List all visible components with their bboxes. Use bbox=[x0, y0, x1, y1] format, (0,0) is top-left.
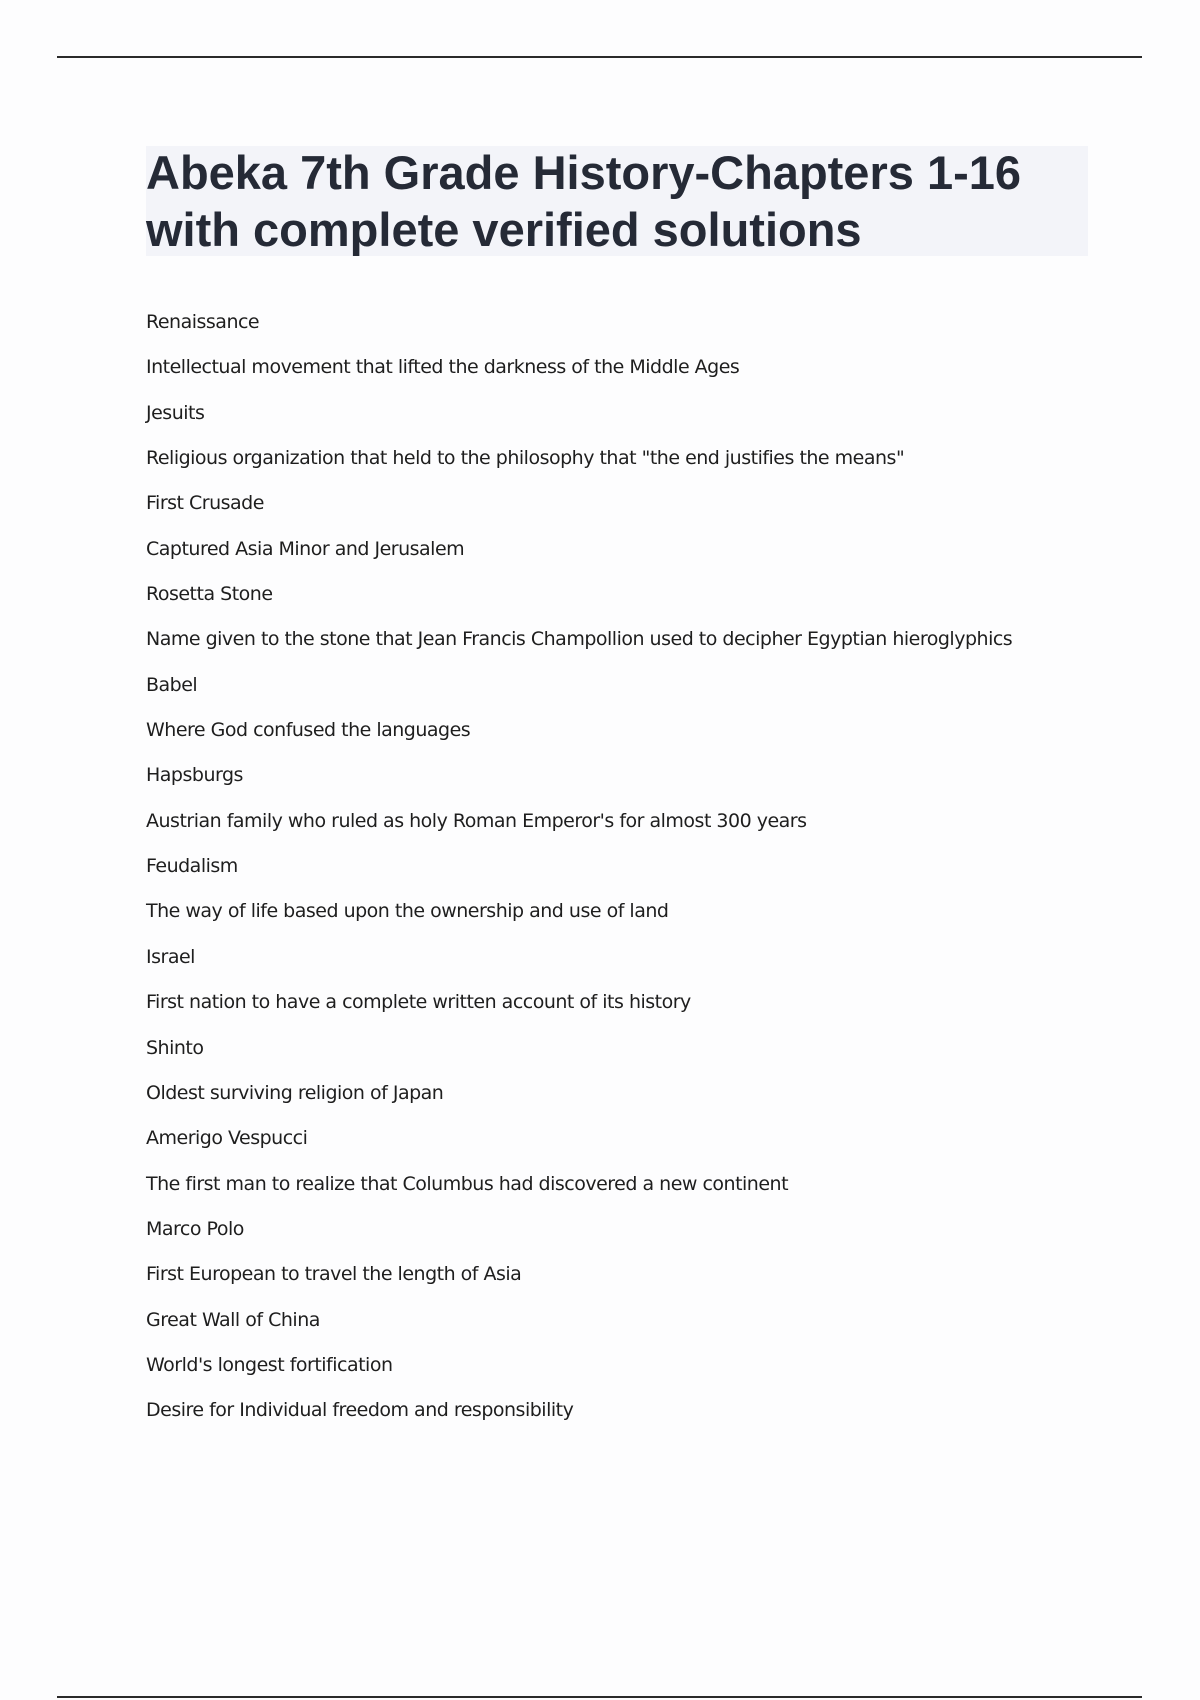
term: Rosetta Stone bbox=[146, 583, 273, 606]
term: Babel bbox=[146, 673, 198, 696]
definition: Intellectual movement that lifted the darkness of the Middle Ages bbox=[146, 356, 740, 379]
definition: The way of life based upon the ownership and use of land bbox=[146, 900, 669, 923]
footer-rule bbox=[57, 1696, 1142, 1698]
title-line-1: Abeka 7th Grade History-Chapters 1-16 bbox=[146, 146, 1022, 199]
definition: First nation to have a complete written account of its history bbox=[146, 991, 691, 1014]
term: Marco Polo bbox=[146, 1217, 244, 1240]
definition: First European to travel the length of Asia bbox=[146, 1263, 522, 1286]
definition: Captured Asia Minor and Jerusalem bbox=[146, 537, 465, 560]
header-rule bbox=[57, 56, 1142, 58]
term: Amerigo Vespucci bbox=[146, 1127, 308, 1150]
term: Desire for Individual freedom and responsibility bbox=[146, 1399, 574, 1422]
title-block bbox=[146, 146, 1088, 256]
definition: The first man to realize that Columbus had discovered a new continent bbox=[146, 1172, 789, 1195]
term: Shinto bbox=[146, 1036, 204, 1059]
definition: Where God confused the languages bbox=[146, 719, 471, 742]
term: Israel bbox=[146, 945, 195, 968]
definition: Austrian family who ruled as holy Roman Emperor's for almost 300 years bbox=[146, 809, 807, 832]
term: Renaissance bbox=[146, 311, 260, 333]
term: Great Wall of China bbox=[146, 1308, 320, 1331]
term: Jesuits bbox=[146, 401, 205, 424]
definition: World's longest fortification bbox=[146, 1353, 393, 1376]
term: First Crusade bbox=[146, 492, 264, 515]
definition: Oldest surviving religion of Japan bbox=[146, 1081, 444, 1104]
definition: Religious organization that held to the philosophy that "the end justifies the means" bbox=[146, 447, 905, 470]
term: Hapsburgs bbox=[146, 764, 243, 787]
term: Feudalism bbox=[146, 855, 238, 878]
document-title bbox=[146, 144, 1088, 258]
flashcard-list bbox=[146, 300, 1146, 1434]
definition: Name given to the stone that Jean Francis Champollion used to decipher Egyptian hieroglyphics bbox=[146, 628, 1013, 651]
title-line-2: with complete verified solutions bbox=[146, 203, 862, 256]
